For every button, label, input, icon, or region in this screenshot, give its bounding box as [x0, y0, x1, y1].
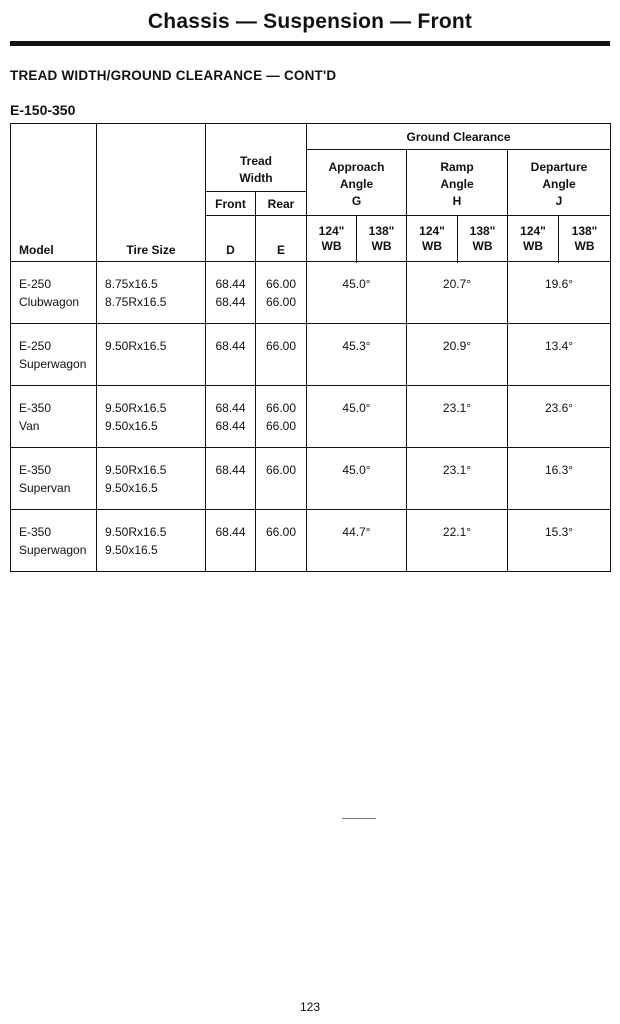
ramp-label-1: Ramp — [440, 160, 474, 174]
approach-label-2: Angle — [339, 177, 374, 191]
tire-line: 9.50Rx16.5 — [105, 339, 167, 353]
model-line: E-350 — [19, 401, 52, 415]
departure-angle-cell: 19.6° — [508, 262, 611, 324]
ramp-124wb-header — [407, 216, 458, 262]
title-rule — [10, 41, 610, 46]
approach-138wb-header — [357, 216, 407, 262]
model-line: Superwagon — [19, 357, 87, 371]
tire-line: 9.50Rx16.5 — [105, 401, 167, 415]
departure-angle-header — [508, 150, 611, 216]
table-row — [11, 510, 611, 572]
section-heading: TREAD WIDTH/GROUND CLEARANCE — CONT'D — [10, 68, 337, 83]
rear-code-header: E — [256, 216, 307, 262]
tread-width-header — [206, 124, 307, 192]
model-line: E-250 — [19, 339, 52, 353]
departure-angle-cell: 23.6° — [508, 386, 611, 448]
wb138-label: 138" — [368, 223, 395, 238]
front-value: 68.44 — [215, 525, 246, 539]
model-cell — [11, 262, 97, 324]
tire-line: 9.50x16.5 — [105, 419, 158, 433]
wb-label: WB — [574, 238, 595, 253]
wb-label: WB — [472, 238, 493, 253]
rear-tread-cell — [256, 324, 307, 386]
front-tread-cell — [206, 386, 256, 448]
model-header: Model — [11, 124, 97, 262]
ramp-label-2: Angle — [440, 177, 474, 191]
front-header: Front — [206, 192, 256, 216]
tread-width-label-1: Tread — [239, 154, 272, 168]
wb-label: WB — [371, 238, 392, 253]
approach-angle-cell: 45.0° — [307, 448, 407, 510]
departure-code: J — [555, 194, 563, 208]
wb124-label: 124" — [318, 223, 345, 238]
ramp-angle-header — [407, 150, 508, 216]
model-cell — [11, 386, 97, 448]
wb138-label: 138" — [571, 223, 598, 238]
page-title: Chassis — Suspension — Front — [147, 10, 473, 33]
rear-tread-cell — [256, 262, 307, 324]
front-code-header: D — [206, 216, 256, 262]
model-line: Clubwagon — [19, 295, 80, 309]
tire-size-cell — [97, 448, 206, 510]
model-cell — [11, 448, 97, 510]
ramp-angle-cell: 22.1° — [407, 510, 508, 572]
rear-tread-cell — [256, 510, 307, 572]
front-value: 68.44 — [215, 277, 246, 291]
tire-line: 9.50Rx16.5 — [105, 525, 167, 539]
tire-size-header: Tire Size — [97, 124, 206, 262]
ramp-138wb-header — [458, 216, 508, 262]
table-row — [11, 324, 611, 386]
tread-clearance-table — [10, 123, 611, 572]
tire-line: 9.50x16.5 — [105, 481, 158, 495]
model-line: E-350 — [19, 525, 52, 539]
tire-size-cell — [97, 324, 206, 386]
departure-label-2: Angle — [542, 177, 576, 191]
rear-value: 66.00 — [265, 401, 297, 415]
model-line: E-250 — [19, 277, 52, 291]
departure-angle-cell: 16.3° — [508, 448, 611, 510]
tire-line: 9.50x16.5 — [105, 543, 158, 557]
approach-angle-header — [307, 150, 407, 216]
wb124-label: 124" — [520, 223, 546, 238]
front-tread-cell — [206, 448, 256, 510]
wb-label: WB — [321, 238, 342, 253]
front-tread-cell — [206, 324, 256, 386]
ramp-angle-cell: 23.1° — [407, 386, 508, 448]
front-value: 68.44 — [215, 339, 246, 353]
table-row — [11, 386, 611, 448]
tire-line: 8.75Rx16.5 — [105, 295, 167, 309]
tire-size-cell — [97, 262, 206, 324]
approach-label-1: Approach — [328, 160, 385, 174]
page-number: 123 — [299, 1000, 321, 1014]
departure-angle-cell: 15.3° — [508, 510, 611, 572]
front-value: 68.44 — [215, 419, 246, 433]
rear-value: 66.00 — [265, 277, 297, 291]
model-cell — [11, 324, 97, 386]
departure-124wb-header — [508, 216, 559, 262]
rear-tread-cell — [256, 448, 307, 510]
tire-size-cell — [97, 510, 206, 572]
wb-label: WB — [422, 238, 442, 253]
rear-value: 66.00 — [265, 295, 297, 309]
front-value: 68.44 — [215, 401, 246, 415]
model-cell — [11, 510, 97, 572]
approach-code: G — [351, 194, 362, 208]
table-row — [11, 448, 611, 510]
ground-clearance-header: Ground Clearance — [307, 124, 611, 150]
rear-value: 66.00 — [265, 463, 297, 477]
approach-angle-cell: 45.3° — [307, 324, 407, 386]
front-value: 68.44 — [215, 463, 246, 477]
tire-size-cell — [97, 386, 206, 448]
departure-angle-cell: 13.4° — [508, 324, 611, 386]
model-line: Van — [19, 419, 40, 433]
ramp-code: H — [452, 194, 462, 208]
ramp-angle-cell: 20.7° — [407, 262, 508, 324]
rear-value: 66.00 — [265, 339, 297, 353]
tire-line: 9.50Rx16.5 — [105, 463, 167, 477]
model-line: Superwagon — [19, 543, 87, 557]
front-tread-cell — [206, 262, 256, 324]
ramp-angle-cell: 20.9° — [407, 324, 508, 386]
rear-value: 66.00 — [265, 419, 297, 433]
approach-angle-cell: 45.0° — [307, 262, 407, 324]
table-row — [11, 262, 611, 324]
departure-138wb-header — [559, 216, 611, 262]
tread-width-label-2: Width — [239, 171, 273, 185]
ramp-angle-cell: 23.1° — [407, 448, 508, 510]
stray-mark — [342, 818, 376, 819]
model-line: E-350 — [19, 463, 52, 477]
rear-value: 66.00 — [265, 525, 297, 539]
wb138-label: 138" — [469, 223, 496, 238]
wb124-label: 124" — [419, 223, 445, 238]
rear-header: Rear — [256, 192, 307, 216]
approach-angle-cell: 44.7° — [307, 510, 407, 572]
wb-label: WB — [523, 238, 543, 253]
rear-tread-cell — [256, 386, 307, 448]
tire-line: 8.75x16.5 — [105, 277, 158, 291]
front-value: 68.44 — [215, 295, 246, 309]
approach-124wb-header — [307, 216, 357, 262]
departure-label-1: Departure — [530, 160, 588, 174]
front-tread-cell — [206, 510, 256, 572]
subsection-heading: E-150-350 — [10, 102, 76, 118]
model-line: Supervan — [19, 481, 71, 495]
approach-angle-cell: 45.0° — [307, 386, 407, 448]
